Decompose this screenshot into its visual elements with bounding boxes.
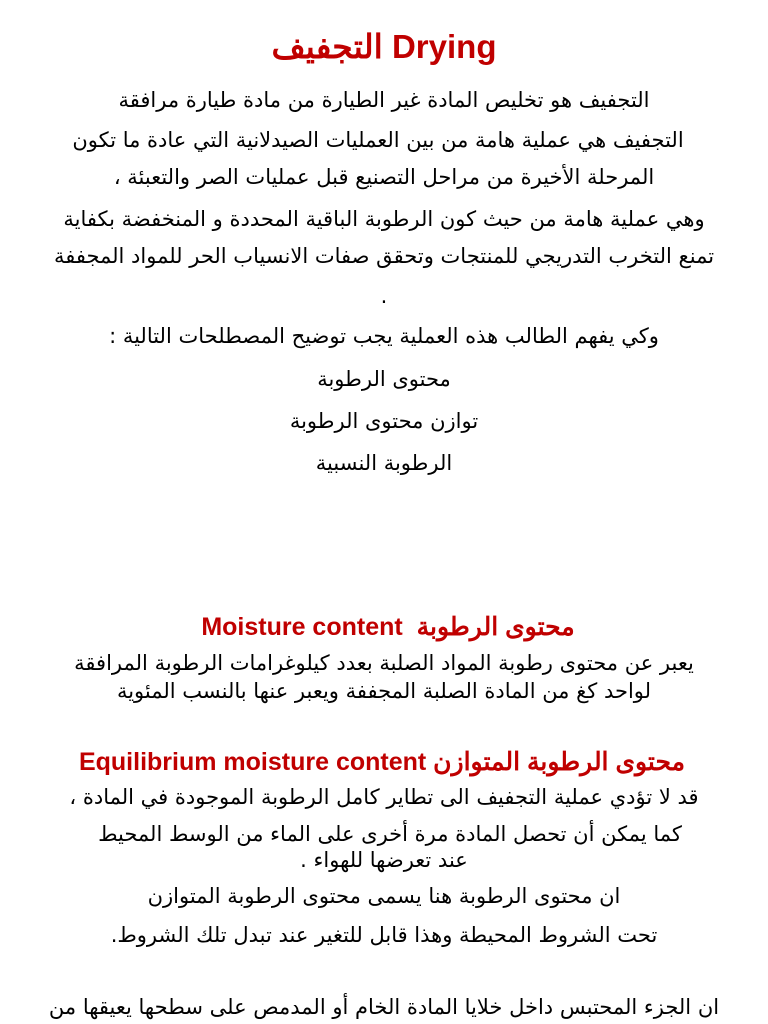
heading-english: Moisture content xyxy=(201,613,403,641)
title-arabic: التجفيف xyxy=(271,28,383,65)
title-english: Drying xyxy=(391,28,497,65)
term-item: الرطوبة النسبية xyxy=(315,451,453,475)
intro-line: التجفيف هو تخليص المادة غير الطيارة من مادة طيارة مرافقة xyxy=(118,88,650,112)
heading-english: Equilibrium moisture content xyxy=(78,748,427,776)
intro-line: تمنع التخرب التدريجي للمنتجات وتحقق صفات الانسياب الحر للمواد المجففة xyxy=(53,244,715,268)
equilibrium-line: تحت الشروط المحيطة وهذا قابل للتغير عند تبدل تلك الشروط. xyxy=(110,923,658,947)
moisture-content-line: لواحد كغ من المادة الصلبة المجففة ويعبر عنها بالنسب المئوية xyxy=(116,679,652,703)
term-item: توازن محتوى الرطوبة xyxy=(289,409,479,433)
section-heading-equilibrium xyxy=(0,746,766,778)
equilibrium-line: قد لا تؤدي عملية التجفيف الى تطاير كامل الرطوبة الموجودة في المادة ، xyxy=(69,785,699,809)
intro-period: . xyxy=(380,284,388,308)
heading-arabic: محتوى الرطوبة المتوازن xyxy=(433,748,686,776)
intro-line: وهي عملية هامة من حيث كون الرطوبة الباقية المحددة و المنخفضة بكفاية xyxy=(63,207,705,231)
moisture-content-line: يعبر عن محتوى رطوبة المواد الصلبة بعدد كيلوغرامات الرطوبة المرافقة xyxy=(74,651,694,675)
footer-line: ان الجزء المحتبس داخل خلايا المادة الخام أو المدمص على سطحها يعيقها من xyxy=(48,995,720,1019)
equilibrium-line: ان محتوى الرطوبة هنا يسمى محتوى الرطوبة المتوازن xyxy=(147,884,621,908)
section-heading-moisture-content xyxy=(4,611,768,643)
term-item: محتوى الرطوبة xyxy=(317,367,451,391)
intro-line: التجفيف هي عملية هامة من بين العمليات الصيدلانية التي عادة ما تكون xyxy=(72,128,684,152)
intro-line: المرحلة الأخيرة من مراحل التصنيع قبل عمليات الصر والتعبئة ، xyxy=(113,165,655,189)
page-title xyxy=(0,26,768,68)
intro-line: وكي يفهم الطالب هذه العملية يجب توضيح المصطلحات التالية : xyxy=(109,324,659,348)
heading-arabic: محتوى الرطوبة xyxy=(416,613,575,641)
equilibrium-line: عند تعرضها للهواء . xyxy=(300,848,468,872)
equilibrium-line: كما يمكن أن تحصل المادة مرة أخرى على الماء من الوسط المحيط xyxy=(98,822,682,846)
